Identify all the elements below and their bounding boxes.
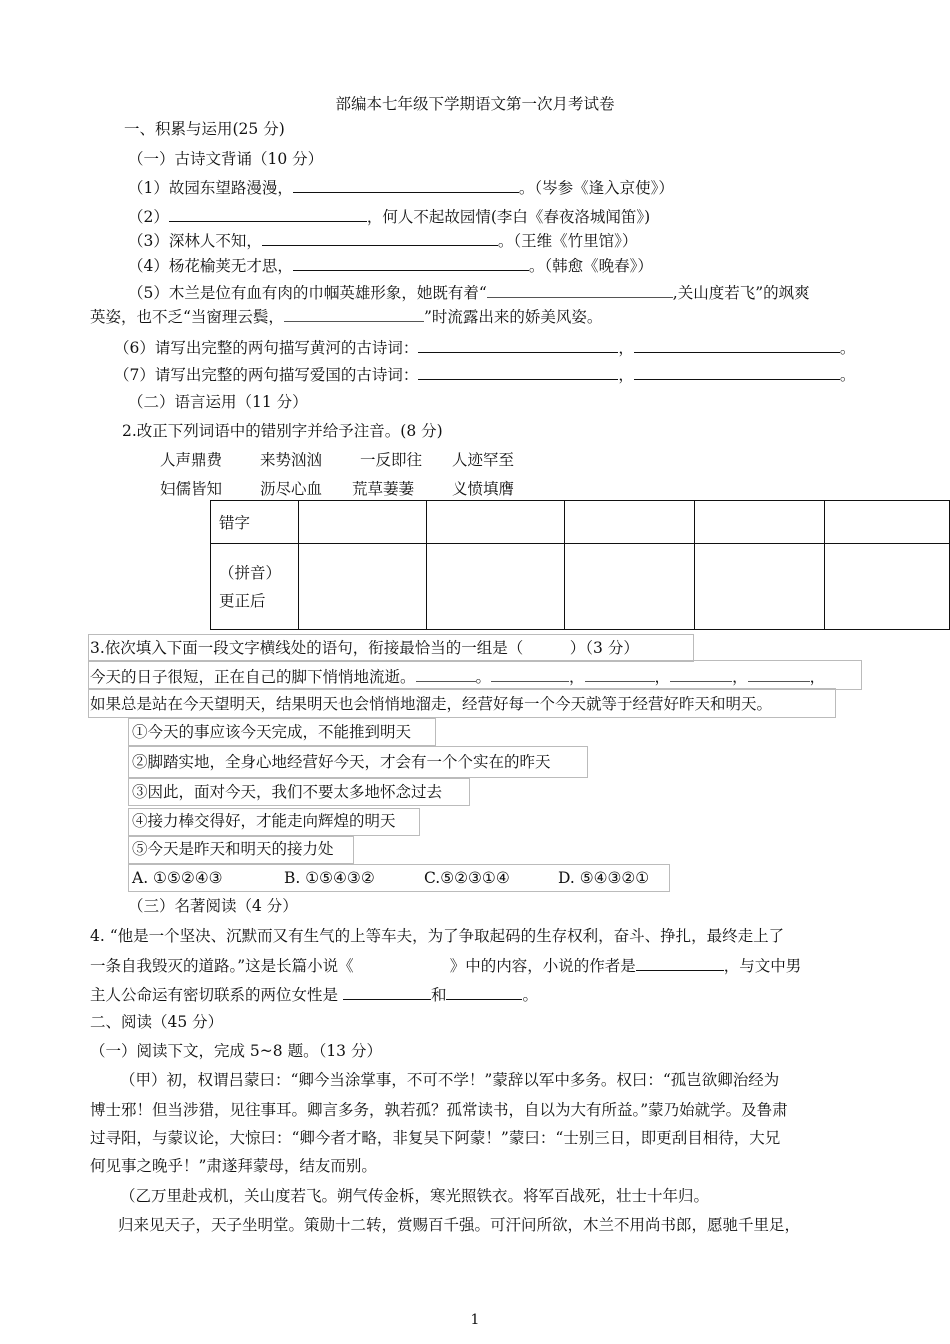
answer-blank[interactable] <box>284 305 424 322</box>
answer-blank[interactable] <box>487 281 673 298</box>
word-8: 义愤填膺 <box>452 480 515 498</box>
answer-blank[interactable] <box>491 665 569 682</box>
option-3: ③因此，面对今天，我们不要太多地怀念过去 <box>132 783 443 801</box>
page-number: 1 <box>470 1312 480 1328</box>
word-3: 一反即往 <box>360 451 423 469</box>
answer-blank[interactable] <box>418 336 618 353</box>
question-4-line-2: 一条自我毁灭的道路。”这是长篇小说《 》中的内容，小说的作者是 ，与文中男 <box>90 954 801 977</box>
question-1-6: （6）请写出完整的两句描写黄河的古诗词： ， 。 <box>114 336 855 359</box>
word-2: 来势汹汹 <box>260 451 323 469</box>
table-label: （拼音） 更正后 <box>211 544 299 630</box>
table-cell[interactable] <box>825 544 950 630</box>
option-2: ②脚踏实地，全身心地经营好今天，才会有一个个实在的昨天 <box>132 753 551 771</box>
table-cell[interactable] <box>427 501 565 544</box>
question-4-line-1: 4. “他是一个坚决、沉默而又有生气的上等车夫，为了争取起码的生存权利，奋斗、挣扎，最终走上了 <box>90 927 785 945</box>
passage-yi-line-1: （乙万里赴戎机，关山度若飞。朔气传金柝，寒光照铁衣。将军百战死，壮士十年归。 <box>120 1187 710 1205</box>
table-row <box>211 544 950 630</box>
question-3-title: 3.依次填入下面一段文字横线处的语句，衔接最恰当的一组是（ ）（3 分） <box>90 639 639 657</box>
question-1-7: （7）请写出完整的两句描写爱国的古诗词： ， 。 <box>114 363 855 386</box>
subsection-poetry: （一）古诗文背诵（10 分） <box>128 150 324 168</box>
answer-blank[interactable] <box>293 176 519 193</box>
subsection-language: （二）语言运用（11 分） <box>128 393 308 411</box>
question-1-2: （2） ，何人不起故园情(李白《春夜洛城闻笛》) <box>128 205 650 228</box>
choice-d[interactable]: D. ⑤④③②① <box>558 869 650 887</box>
word-6: 沥尽心血 <box>260 480 323 498</box>
question-1-4: （4）杨花榆荚无才思， 。（韩愈《晚春》） <box>128 254 653 277</box>
question-3-passage-2: 如果总是站在今天望明天，结果明天也会悄悄地溜走，经营好每一个今天就等于经营好昨天和明天。 <box>90 695 773 713</box>
table-cell[interactable] <box>564 544 694 630</box>
word-1: 人声鼎费 <box>160 451 223 469</box>
passage-jia-line-4: 何见事之晚乎！”肃遂拜蒙母，结友而别。 <box>90 1157 377 1175</box>
answer-blank[interactable] <box>634 336 840 353</box>
choice-a[interactable]: A. ①⑤②④③ <box>132 869 223 887</box>
option-4: ④接力棒交得好，才能走向辉煌的明天 <box>132 812 396 830</box>
section-1-heading: 一、积累与运用(25 分) <box>124 120 285 138</box>
question-1-5-cont: 英姿，也不乏“当窗理云鬓， ”时流露出来的娇美风姿。 <box>90 305 602 328</box>
answer-blank[interactable] <box>418 363 618 380</box>
choice-c[interactable]: C.⑤②③①④ <box>424 869 510 887</box>
answer-blank[interactable] <box>262 229 498 246</box>
table-label: 错字 <box>211 501 299 544</box>
answer-blank[interactable] <box>670 665 732 682</box>
answer-blank[interactable] <box>634 363 840 380</box>
answer-blank[interactable] <box>293 254 529 271</box>
answer-blank[interactable] <box>343 983 431 1000</box>
question-4-line-3: 主人公命运有密切联系的两位女性是 和 。 <box>90 983 538 1006</box>
table-cell[interactable] <box>695 544 825 630</box>
passage-jia-line-1: （甲）初，权谓吕蒙曰：“卿今当涂掌事，不可不学！”蒙辞以军中多务。权曰：“孤岂欲卿治经为 <box>120 1071 780 1089</box>
word-5: 妇儒皆知 <box>160 480 223 498</box>
table-cell[interactable] <box>695 501 825 544</box>
table-cell[interactable] <box>564 501 694 544</box>
option-5: ⑤今天是昨天和明天的接力处 <box>132 840 334 858</box>
choice-b[interactable]: B. ①⑤④③② <box>284 869 375 887</box>
section-2-heading: 二、阅读（45 分） <box>90 1013 224 1031</box>
subsection-classics: （三）名著阅读（4 分） <box>128 897 298 915</box>
answer-blank[interactable] <box>636 954 724 971</box>
table-row <box>211 501 950 544</box>
answer-blank[interactable] <box>585 665 655 682</box>
question-1-3: （3）深林人不知， 。（王维《竹里馆》） <box>128 229 637 252</box>
page-title: 部编本七年级下学期语文第一次月考试卷 <box>335 95 615 113</box>
answer-blank[interactable] <box>169 205 367 222</box>
option-1: ①今天的事应该今天完成，不能推到明天 <box>132 723 412 741</box>
question-1-5: （5）木兰是位有血有肉的巾帼英雄形象，她既有着“ ,关山度若飞”的飒爽 <box>128 281 810 304</box>
subsection-reading: （一）阅读下文，完成 5~8 题。（13 分） <box>90 1042 382 1060</box>
question-1-1: （1）故园东望路漫漫， 。（岑参《逢入京使》） <box>128 176 674 199</box>
table-cell[interactable] <box>298 544 426 630</box>
passage-jia-line-2: 博士邪！但当涉猎，见往事耳。卿言多务，孰若孤？孤常读书，自以为大有所益。”蒙乃始就学。及鲁肃 <box>90 1101 788 1119</box>
answer-blank[interactable] <box>446 983 522 1000</box>
table-cell[interactable] <box>825 501 950 544</box>
word-4: 人迹罕至 <box>452 451 515 469</box>
question-2-title: 2.改正下列词语中的错别字并给予注音。(8 分) <box>122 422 443 440</box>
correction-table <box>210 500 950 630</box>
answer-blank[interactable] <box>748 665 810 682</box>
answer-blank[interactable] <box>416 665 476 682</box>
passage-jia-line-3: 过寻阳，与蒙议论，大惊曰：“卿今者才略，非复吴下阿蒙！”蒙曰：“士别三日，即更刮目相待，大兄 <box>90 1129 781 1147</box>
table-cell[interactable] <box>298 501 426 544</box>
word-7: 荒草萋萋 <box>352 480 415 498</box>
question-3-passage-1: 今天的日子很短，正在自己的脚下悄悄地流逝。 。 ， ， ， ， <box>90 665 825 688</box>
passage-yi-line-2: 归来见天子，天子坐明堂。策勋十二转，赏赐百千强。可汗问所欲，木兰不用尚书郎，愿驰千里足， <box>118 1216 801 1234</box>
table-cell[interactable] <box>427 544 565 630</box>
